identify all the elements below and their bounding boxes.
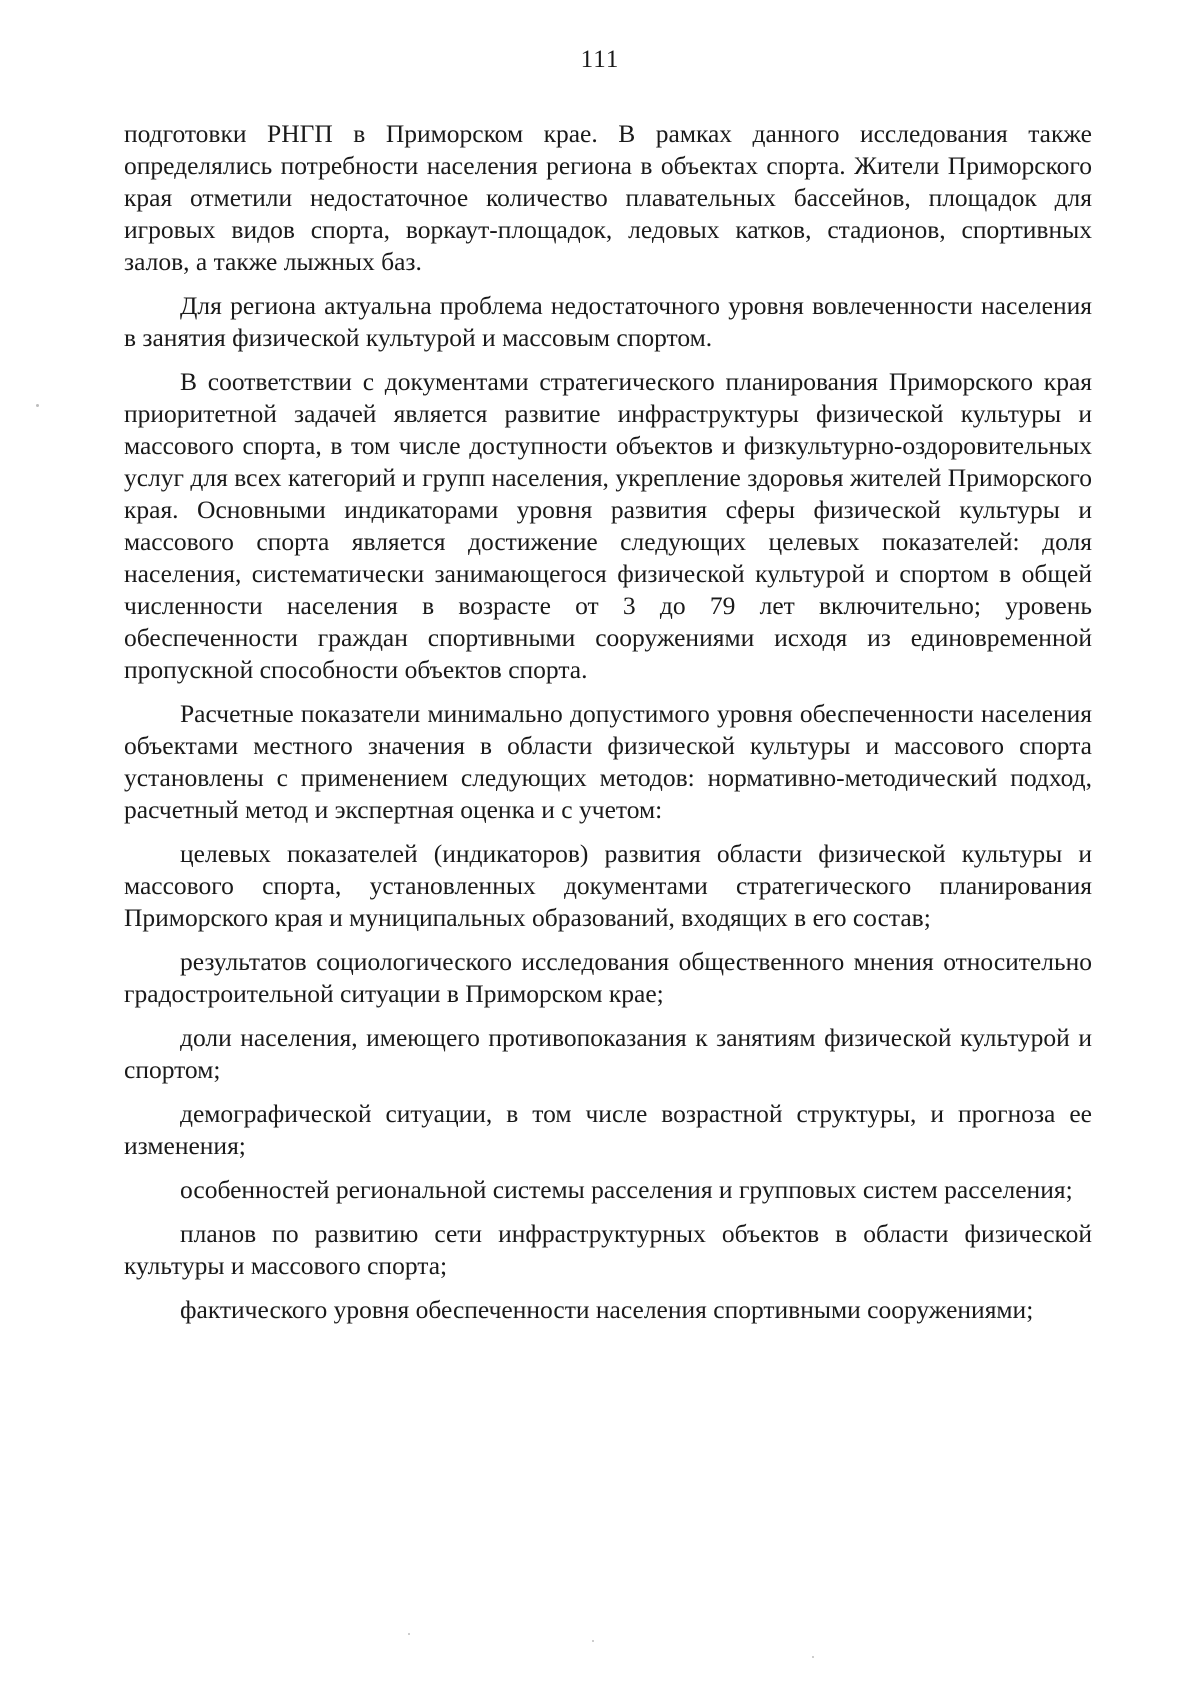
paragraph-calculated-indicators: Расчетные показатели минимально допустимого уровня обеспеченности населения объектами местного значения в области физической культуры и массового спорта установлены с применением следующих методов: нормативно-методический подход, расчетный метод и экспертная оценка и с учетом: [124, 699, 1092, 824]
scan-speck [812, 1656, 814, 1658]
scan-speck [36, 404, 39, 407]
list-item-settlement-system: особенностей региональной системы расселения и групповых систем расселения; [180, 1175, 1073, 1204]
list-item-demographics: демографической ситуации, в том числе возрастной структуры, и прогноза ее изменения; [124, 1099, 1092, 1160]
page-body [124, 118, 1092, 1338]
scan-speck [592, 1640, 594, 1642]
paragraph-strategic-planning: В соответствии с документами стратегического планирования Приморского края приоритетной задачей является развитие инфраструктуры физической культуры и массового спорта, в том числе доступности объектов и физкультурно-оздоровительных услуг для всех категорий и групп населения, укрепление здоровья жителей Приморского края. Основными индикаторами уровня развития сферы физической культуры и массового спорта является достижение следующих целевых показателей: доля населения, систематически занимающегося физической культурой и спортом в общей численности населения в возрасте от 3 до 79 лет включительно; уровень обеспеченности граждан спортивными сооружениями исходя из единовременной пропускной способности объектов спорта. [124, 367, 1092, 684]
page-number: 111 [580, 46, 620, 73]
list-item-infrastructure-plans: планов по развитию сети инфраструктурных объектов в области физической культуры и массового спорта; [124, 1219, 1092, 1280]
list-item-actual-provision: фактического уровня обеспеченности населения спортивными сооружениями; [180, 1295, 1034, 1324]
scan-speck [408, 1633, 410, 1635]
list-item-target-indicators: целевых показателей (индикаторов) развития области физической культуры и массового спорта, установленных документами стратегического планирования Приморского края и муниципальных образований, входящих в его состав; [124, 839, 1092, 932]
list-item-contraindications: доли населения, имеющего противопоказания к занятиям физической культурой и спортом; [124, 1023, 1092, 1084]
paragraph-involvement-problem: Для региона актуальна проблема недостаточного уровня вовлеченности населения в занятия физической культурой и массовым спортом. [124, 291, 1092, 352]
list-item-sociological-study: результатов социологического исследования общественного мнения относительно градостроительной ситуации в Приморском крае; [124, 947, 1092, 1008]
paragraph-continuation: подготовки РНГП в Приморском крае. В рамках данного исследования также определялись потребности населения региона в объектах спорта. Жители Приморского края отметили недостаточное количество плавательных бассейнов, площадок для игровых видов спорта, воркаут-площадок, ледовых катков, стадионов, спортивных залов, а также лыжных баз. [124, 119, 1092, 276]
